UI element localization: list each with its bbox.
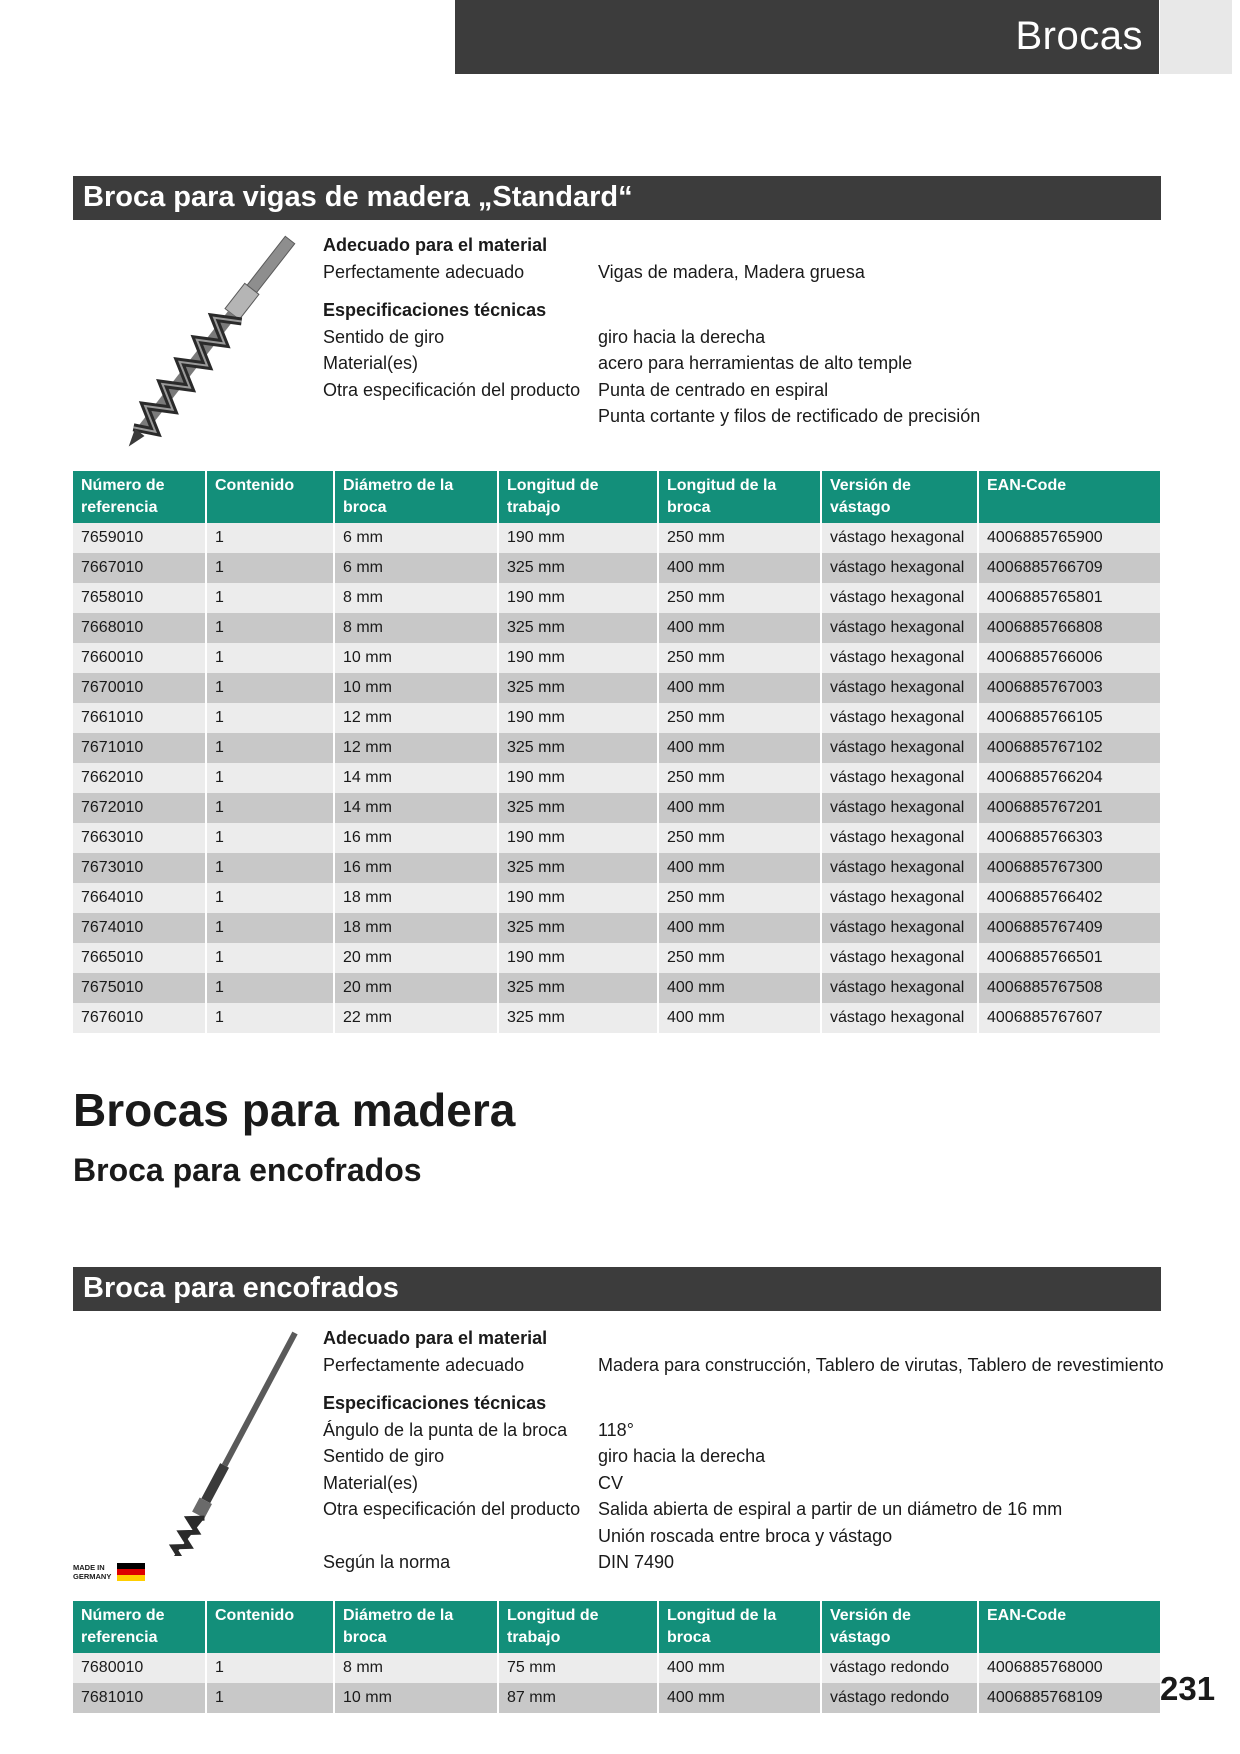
table-cell: 8 mm: [335, 613, 499, 643]
table-cell: 1: [207, 1683, 335, 1713]
spec-label: Sentido de giro: [323, 326, 445, 347]
section-title-encofrados: Broca para encofrados: [73, 1267, 1161, 1311]
table-cell: 400 mm: [659, 853, 822, 883]
table-cell: 16 mm: [335, 823, 499, 853]
table-cell: 4006885766402: [979, 883, 1160, 913]
spec-row: [323, 1496, 1164, 1523]
spec-row: [323, 1417, 1164, 1444]
table-cell: 22 mm: [335, 1003, 499, 1033]
table-row: [73, 973, 1160, 1003]
table-cell: 7667010: [73, 553, 207, 583]
spec-label: Material(es): [323, 1472, 419, 1493]
table-cell: 190 mm: [499, 763, 659, 793]
table-cell: 4006885767300: [979, 853, 1160, 883]
spec-label: Sentido de giro: [323, 1446, 445, 1466]
specs-heading: Especificaciones técnicas: [323, 300, 547, 320]
table-cell: 325 mm: [499, 853, 659, 883]
table-cell: 1: [207, 823, 335, 853]
table-cell: 400 mm: [659, 973, 822, 1003]
table-cell: 7681010: [73, 1683, 207, 1713]
table-cell: 7662010: [73, 763, 207, 793]
table-cell: 190 mm: [499, 643, 659, 673]
column-header: Longitud de trabajo: [499, 471, 659, 523]
table-cell: 4006885767508: [979, 973, 1160, 1003]
table-cell: 325 mm: [499, 673, 659, 703]
table-cell: 325 mm: [499, 553, 659, 583]
spec-label: Perfectamente adecuado: [323, 261, 525, 282]
table-cell: 1: [207, 943, 335, 973]
table-row: [73, 733, 1160, 763]
column-header: Diámetro de la broca: [335, 1601, 499, 1653]
table-cell: 7680010: [73, 1653, 207, 1683]
table-cell: 10 mm: [335, 673, 499, 703]
spec-row: [323, 259, 980, 286]
column-header: Longitud de la broca: [659, 1601, 822, 1653]
table-cell: 1: [207, 883, 335, 913]
table-cell: 7659010: [73, 523, 207, 553]
table-cell: 1: [207, 763, 335, 793]
table-cell: 14 mm: [335, 763, 499, 793]
table-row: [73, 703, 1160, 733]
table-cell: 7672010: [73, 793, 207, 823]
spec-row: [323, 1352, 1164, 1379]
table-cell: 250 mm: [659, 703, 822, 733]
table-cell: vástago redondo: [822, 1683, 979, 1713]
table-cell: 4006885766105: [979, 703, 1160, 733]
table-cell: 1: [207, 733, 335, 763]
table-cell: 14 mm: [335, 793, 499, 823]
table-cell: vástago redondo: [822, 1653, 979, 1683]
spec-row: [323, 377, 980, 404]
table-cell: 7674010: [73, 913, 207, 943]
table-cell: 8 mm: [335, 583, 499, 613]
table-cell: vástago hexagonal: [822, 673, 979, 703]
spec-value: giro hacia la derecha: [598, 326, 766, 347]
table-header-row: [73, 471, 1160, 523]
spec-label: Perfectamente adecuado: [323, 1354, 525, 1375]
table-cell: 250 mm: [659, 643, 822, 673]
table-cell: 4006885767607: [979, 1003, 1160, 1033]
table-cell: vástago hexagonal: [822, 853, 979, 883]
table-cell: 18 mm: [335, 913, 499, 943]
table-row: [73, 523, 1160, 553]
auger-bit-image: [70, 228, 310, 458]
column-header: Longitud de la broca: [659, 471, 822, 523]
spec-value: 118°: [598, 1419, 634, 1440]
table-cell: 7676010: [73, 1003, 207, 1033]
made-in-germany-badge: [73, 1561, 145, 1585]
made-in-label: MADE IN GERMANY: [73, 1563, 112, 1581]
table-cell: 250 mm: [659, 763, 822, 793]
table-row: [73, 643, 1160, 673]
spec-block-encofrados: [323, 1325, 1164, 1576]
table-cell: vástago hexagonal: [822, 703, 979, 733]
spec-row: [323, 1523, 1164, 1550]
table-cell: 4006885767102: [979, 733, 1160, 763]
table-cell: 1: [207, 703, 335, 733]
table-cell: 1: [207, 583, 335, 613]
table-cell: vástago hexagonal: [822, 913, 979, 943]
table-row: [73, 913, 1160, 943]
table-cell: 325 mm: [499, 793, 659, 823]
table-cell: 325 mm: [499, 613, 659, 643]
table-cell: vástago hexagonal: [822, 973, 979, 1003]
table-row: [73, 1683, 1160, 1713]
table-cell: 12 mm: [335, 703, 499, 733]
suitable-heading: Adecuado para el material: [323, 235, 548, 255]
product-table-encofrados: [73, 1601, 1160, 1713]
table-header-row: [73, 1601, 1160, 1653]
suitable-heading: Adecuado para el material: [323, 1328, 548, 1348]
table-cell: vástago hexagonal: [822, 943, 979, 973]
table-cell: 1: [207, 793, 335, 823]
table-cell: 1: [207, 853, 335, 883]
table-cell: vástago hexagonal: [822, 583, 979, 613]
table-cell: 7660010: [73, 643, 207, 673]
spec-value: CV: [598, 1472, 624, 1493]
table-cell: 400 mm: [659, 613, 822, 643]
table-row: [73, 883, 1160, 913]
spec-row: [323, 1549, 1164, 1576]
spec-label: Ángulo de la punta de la broca: [323, 1419, 568, 1440]
table-cell: 400 mm: [659, 793, 822, 823]
spec-value: Vigas de madera, Madera gruesa: [598, 261, 865, 282]
table-cell: 7664010: [73, 883, 207, 913]
table-row: [73, 553, 1160, 583]
product-table-vigas: [73, 471, 1160, 1033]
table-row: [73, 853, 1160, 883]
table-cell: 7670010: [73, 673, 207, 703]
spec-label: [323, 1523, 598, 1550]
germany-flag-icon: [117, 1563, 145, 1581]
table-cell: 7663010: [73, 823, 207, 853]
column-header: Número de referencia: [73, 471, 207, 523]
table-cell: 4006885766303: [979, 823, 1160, 853]
spec-value: Salida abierta de espiral a partir de un diámetro de 16 mm: [598, 1499, 1063, 1519]
spec-block-vigas: [323, 232, 980, 430]
table-cell: 325 mm: [499, 973, 659, 1003]
table-cell: 190 mm: [499, 703, 659, 733]
table-cell: 1: [207, 643, 335, 673]
spec-row: [323, 1443, 1164, 1470]
table-cell: 250 mm: [659, 583, 822, 613]
column-header: Versión de vástago: [822, 1601, 979, 1653]
column-header: Longitud de trabajo: [499, 1601, 659, 1653]
table-cell: vástago hexagonal: [822, 1003, 979, 1033]
table-cell: vástago hexagonal: [822, 733, 979, 763]
table-cell: 400 mm: [659, 673, 822, 703]
spec-label: Otra especificación del producto: [323, 1499, 581, 1519]
table-cell: 190 mm: [499, 823, 659, 853]
spec-row: [323, 350, 980, 377]
table-cell: 1: [207, 913, 335, 943]
table-cell: 12 mm: [335, 733, 499, 763]
header-bar: [455, 0, 1159, 74]
column-header: Versión de vástago: [822, 471, 979, 523]
table-cell: 8 mm: [335, 1653, 499, 1683]
spec-value: acero para herramientas de alto temple: [598, 353, 913, 373]
table-row: [73, 763, 1160, 793]
table-cell: vástago hexagonal: [822, 883, 979, 913]
group-title: Brocas para madera: [73, 1084, 516, 1136]
spec-value: Unión roscada entre broca y vástago: [598, 1525, 893, 1546]
column-header: EAN-Code: [979, 471, 1160, 523]
column-header: Diámetro de la broca: [335, 471, 499, 523]
table-cell: 7671010: [73, 733, 207, 763]
table-cell: 190 mm: [499, 943, 659, 973]
table-cell: vástago hexagonal: [822, 613, 979, 643]
table-cell: vástago hexagonal: [822, 643, 979, 673]
table-cell: 6 mm: [335, 523, 499, 553]
table-row: [73, 673, 1160, 703]
table-cell: 4006885768000: [979, 1653, 1160, 1683]
spec-label: Según la norma: [323, 1552, 451, 1572]
table-cell: 20 mm: [335, 973, 499, 1003]
table-cell: 1: [207, 613, 335, 643]
table-cell: 4006885767003: [979, 673, 1160, 703]
table-cell: vástago hexagonal: [822, 793, 979, 823]
table-cell: vástago hexagonal: [822, 763, 979, 793]
column-header: Contenido: [207, 1601, 335, 1653]
table-cell: 1: [207, 673, 335, 703]
header-tab: [1160, 0, 1232, 74]
group-subtitle: Broca para encofrados: [73, 1152, 422, 1188]
table-cell: 325 mm: [499, 1003, 659, 1033]
table-cell: 325 mm: [499, 733, 659, 763]
table-row: [73, 823, 1160, 853]
table-cell: 1: [207, 1653, 335, 1683]
table-cell: 190 mm: [499, 523, 659, 553]
table-cell: 87 mm: [499, 1683, 659, 1713]
table-cell: 18 mm: [335, 883, 499, 913]
table-cell: 7675010: [73, 973, 207, 1003]
table-cell: 16 mm: [335, 853, 499, 883]
spec-value: giro hacia la derecha: [598, 1446, 766, 1466]
table-cell: 7668010: [73, 613, 207, 643]
table-cell: 4006885766709: [979, 553, 1160, 583]
table-cell: 4006885766204: [979, 763, 1160, 793]
spec-value: Madera para construcción, Tablero de virutas, Tablero de revestimiento: [598, 1354, 1164, 1375]
table-cell: 400 mm: [659, 1003, 822, 1033]
column-header: EAN-Code: [979, 1601, 1160, 1653]
table-cell: 250 mm: [659, 883, 822, 913]
table-cell: 10 mm: [335, 643, 499, 673]
spec-value: Punta de centrado en espiral: [598, 379, 829, 400]
spec-label: Otra especificación del producto: [323, 379, 581, 400]
table-cell: 20 mm: [335, 943, 499, 973]
table-cell: 400 mm: [659, 1653, 822, 1683]
table-cell: 250 mm: [659, 823, 822, 853]
header-title: Brocas: [1015, 14, 1143, 58]
table-cell: vástago hexagonal: [822, 823, 979, 853]
table-cell: 325 mm: [499, 913, 659, 943]
table-cell: 4006885766808: [979, 613, 1160, 643]
table-cell: 400 mm: [659, 553, 822, 583]
table-row: [73, 583, 1160, 613]
table-row: [73, 1003, 1160, 1033]
table-row: [73, 793, 1160, 823]
table-cell: 4006885765900: [979, 523, 1160, 553]
page-number: 231: [1160, 1670, 1216, 1707]
formwork-bit-image: [70, 1328, 310, 1556]
table-cell: 190 mm: [499, 583, 659, 613]
table-cell: 7673010: [73, 853, 207, 883]
spec-row: [323, 1470, 1164, 1497]
table-cell: 1: [207, 553, 335, 583]
specs-heading: Especificaciones técnicas: [323, 1393, 547, 1413]
table-cell: 7661010: [73, 703, 207, 733]
table-cell: 1: [207, 1003, 335, 1033]
table-cell: 250 mm: [659, 523, 822, 553]
table-body: [73, 1653, 1160, 1713]
table-row: [73, 1653, 1160, 1683]
table-cell: 4006885768109: [979, 1683, 1160, 1713]
table-cell: 250 mm: [659, 943, 822, 973]
table-cell: vástago hexagonal: [822, 553, 979, 583]
table-body: [73, 523, 1160, 1033]
table-cell: 10 mm: [335, 1683, 499, 1713]
table-cell: 1: [207, 973, 335, 1003]
table-cell: 4006885765801: [979, 583, 1160, 613]
table-cell: 7665010: [73, 943, 207, 973]
table-cell: 400 mm: [659, 1683, 822, 1713]
table-cell: 6 mm: [335, 553, 499, 583]
table-row: [73, 943, 1160, 973]
table-cell: 400 mm: [659, 733, 822, 763]
column-header: Contenido: [207, 471, 335, 523]
spec-label: Material(es): [323, 353, 419, 373]
table-cell: 4006885766006: [979, 643, 1160, 673]
table-cell: 4006885767409: [979, 913, 1160, 943]
table-cell: 1: [207, 523, 335, 553]
table-row: [73, 613, 1160, 643]
section-title-vigas: Broca para vigas de madera „Standard“: [73, 176, 1161, 220]
table-cell: 75 mm: [499, 1653, 659, 1683]
table-cell: vástago hexagonal: [822, 523, 979, 553]
column-header: Número de referencia: [73, 1601, 207, 1653]
table-cell: 7658010: [73, 583, 207, 613]
table-cell: 4006885767201: [979, 793, 1160, 823]
spec-label: [323, 403, 598, 430]
spec-row: [323, 324, 980, 351]
spec-value: Punta cortante y filos de rectificado de precisión: [598, 406, 981, 426]
table-cell: 190 mm: [499, 883, 659, 913]
spec-value: DIN 7490: [598, 1552, 675, 1572]
table-cell: 400 mm: [659, 913, 822, 943]
spec-row: [323, 403, 980, 430]
table-cell: 4006885766501: [979, 943, 1160, 973]
